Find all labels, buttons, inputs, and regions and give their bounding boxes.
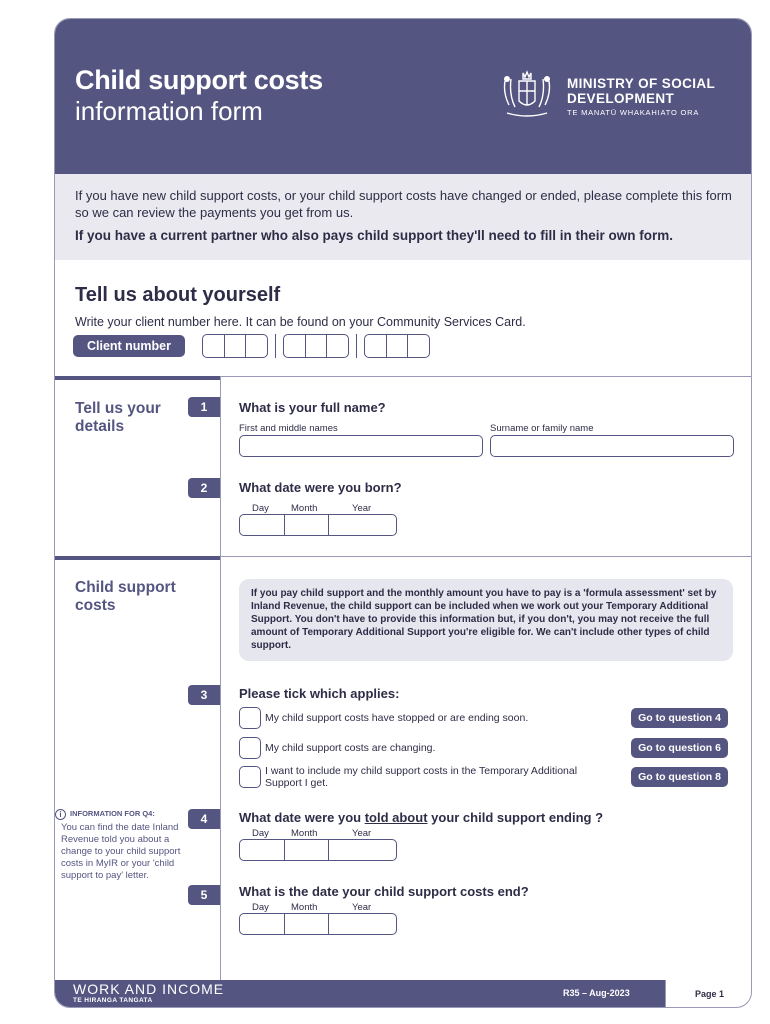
month-label: Month <box>291 503 318 514</box>
client-number-group-3[interactable] <box>364 334 430 358</box>
go-to-question-4-badge: Go to question 4 <box>631 708 728 728</box>
told-about-emphasis: told about <box>364 810 428 825</box>
question-number-2: 2 <box>188 478 220 498</box>
go-to-question-6-badge: Go to question 6 <box>631 738 728 758</box>
info-text: You can find the date Inland Revenue told you about a change to your child support costs in MyIR or your 'child support to pay' letter. <box>61 822 181 881</box>
about-heading: Tell us about yourself <box>75 284 281 306</box>
form-page <box>54 18 752 1008</box>
client-number-hint: Write your client number here. It can be found on your Community Services Card. <box>75 315 526 329</box>
question-number-5: 5 <box>188 885 220 905</box>
day-label: Day <box>252 503 269 514</box>
client-number-separator <box>275 334 276 358</box>
page-number: Page 1 <box>665 980 752 1008</box>
form-reference: R35 – Aug-2023 <box>563 988 630 998</box>
question-number-4: 4 <box>188 809 220 829</box>
form-subtitle: information form <box>75 96 263 126</box>
support-section-label: Child support costs <box>75 579 176 614</box>
work-and-income-logo: WORK AND INCOME <box>73 981 225 997</box>
surname-label: Surname or family name <box>490 423 594 434</box>
day-label: Day <box>252 902 269 913</box>
question-5: What is the date your child support costs end? <box>239 884 529 899</box>
date-of-birth-field[interactable] <box>239 514 397 536</box>
form-footer <box>55 980 752 1008</box>
option-stopped-label: My child support costs have stopped or are ending soon. <box>265 712 529 724</box>
first-names-label: First and middle names <box>239 423 338 434</box>
question-number-3: 3 <box>188 685 220 705</box>
option-stopped-checkbox[interactable] <box>239 707 261 729</box>
form-header <box>55 19 752 174</box>
option-include-label: I want to include my child support costs in the Temporary Additional Support I get. <box>265 765 578 789</box>
section-rule <box>55 556 221 560</box>
month-label: Month <box>291 828 318 839</box>
section-rule <box>55 376 221 380</box>
client-number-separator <box>356 334 357 358</box>
option-include-checkbox[interactable] <box>239 766 261 788</box>
month-label: Month <box>291 902 318 913</box>
work-and-income-maori-name: TE HIRANGA TANGATA <box>73 997 153 1004</box>
info-heading: INFORMATION FOR Q4: <box>70 809 155 818</box>
form-title: Child support costs <box>75 65 323 95</box>
client-number-group-1[interactable] <box>202 334 268 358</box>
day-label: Day <box>252 828 269 839</box>
date-told-field[interactable] <box>239 839 397 861</box>
question-1: What is your full name? <box>239 400 386 415</box>
go-to-question-8-badge: Go to question 8 <box>631 767 728 787</box>
intro-partner-note: If you have a current partner who also pays child support they'll need to fill in their own form. <box>75 228 674 243</box>
about-yourself-section <box>55 260 752 376</box>
question-number-1: 1 <box>188 397 220 417</box>
intro-text: If you have new child support costs, or your child support costs have changed or ended, please complete this form so we can review the payments you get from us. <box>75 188 732 220</box>
intro-panel <box>55 174 752 260</box>
ministry-name: MINISTRY OF SOCIAL DEVELOPMENT <box>567 76 716 106</box>
question-4-info <box>61 808 197 882</box>
details-section-label: Tell us your details <box>75 400 161 435</box>
client-number-group-2[interactable] <box>283 334 349 358</box>
column-rule <box>220 556 221 980</box>
year-label: Year <box>352 902 372 913</box>
question-2: What date were you born? <box>239 480 402 495</box>
option-changing-checkbox[interactable] <box>239 737 261 759</box>
client-number-label: Client number <box>73 335 185 357</box>
info-icon: i <box>55 809 66 820</box>
coat-of-arms-icon <box>499 67 555 121</box>
first-names-field[interactable] <box>239 435 483 457</box>
year-label: Year <box>352 828 372 839</box>
support-info-box: If you pay child support and the monthly amount you have to pay is a 'formula assessment' set by Inland Revenue, the child support can be included when we work out your Temporary Additional Support. You don't have to provide this information but, if you don't, you may not receive the full amount of Temporary Additional Support you're eligible for. We can't include other types of child support. <box>239 579 733 661</box>
ministry-maori-name: TE MANATŪ WHAKAHIATO ORA <box>567 108 700 117</box>
question-3: Please tick which applies: <box>239 686 400 701</box>
year-label: Year <box>352 503 372 514</box>
question-4: What date were you told about your child support ending ? <box>239 810 604 825</box>
date-end-field[interactable] <box>239 913 397 935</box>
option-changing-label: My child support costs are changing. <box>265 742 436 754</box>
surname-field[interactable] <box>490 435 734 457</box>
column-rule <box>220 376 221 556</box>
